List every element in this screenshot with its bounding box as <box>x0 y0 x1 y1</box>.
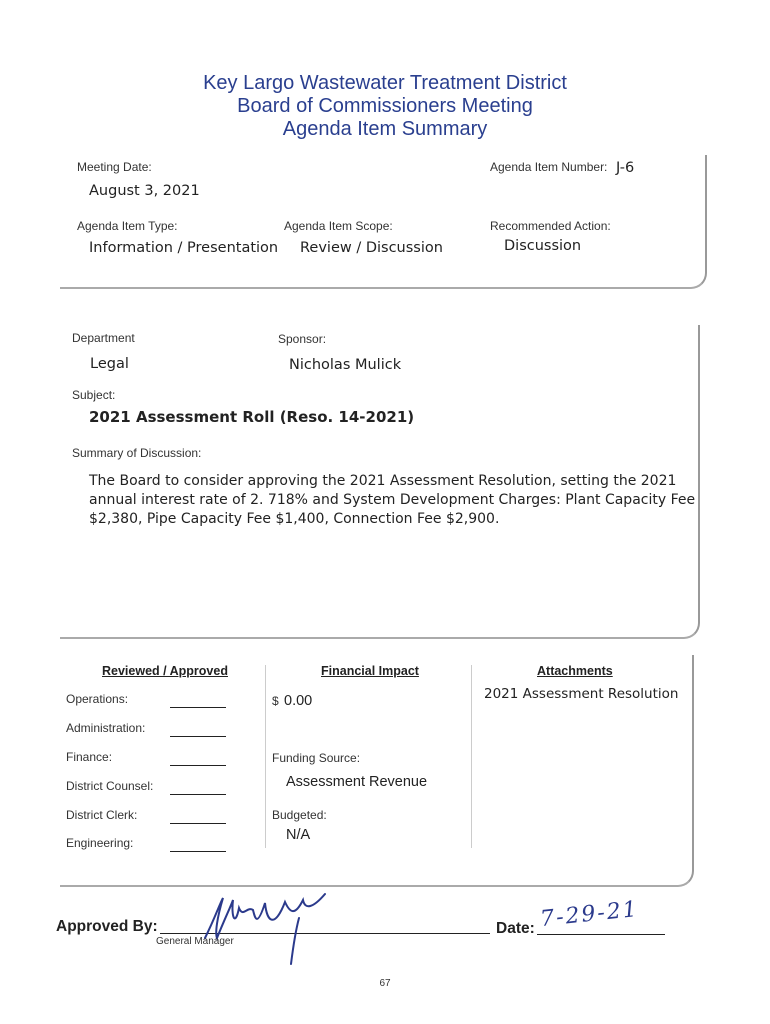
currency-symbol: $ <box>272 694 279 708</box>
review-row-finance: Finance: <box>66 750 113 764</box>
agenda-item-number-value: J-6 <box>616 160 635 176</box>
summary-line-1: The Board to consider approving the 2021 Assessment Resolution, setting the 2021 <box>89 473 677 489</box>
title-summary: Agenda Item Summary <box>282 118 488 140</box>
review-row-administration: Administration: <box>66 721 146 735</box>
column-divider-1 <box>265 665 266 848</box>
review-row-operations: Operations: <box>66 692 129 706</box>
general-manager-signature <box>195 888 345 966</box>
signed-date: 7-29-21 <box>538 896 640 933</box>
subject-value: 2021 Assessment Roll (Reso. 14-2021) <box>89 408 415 426</box>
title-district: Key Largo Wastewater Treatment District <box>203 72 567 94</box>
engineering-signature-line <box>170 851 226 852</box>
summary-line-3: $2,380, Pipe Capacity Fee $1,400, Connection Fee $2,900. <box>89 511 500 527</box>
sponsor-label: Sponsor: <box>278 332 327 346</box>
financial-impact-header: Financial Impact <box>321 664 419 678</box>
date-line <box>537 934 665 935</box>
funding-source-value: Assessment Revenue <box>286 774 428 790</box>
meeting-date-label: Meeting Date: <box>77 160 152 174</box>
agenda-item-scope-label: Agenda Item Scope: <box>284 219 393 233</box>
agenda-item-type-value: Information / Presentation <box>89 240 279 256</box>
review-row-engineering: Engineering: <box>66 836 134 850</box>
department-value: Legal <box>90 356 129 372</box>
approved-by-label: Approved By: <box>56 918 158 935</box>
recommended-action-value: Discussion <box>504 238 582 254</box>
column-divider-2 <box>471 665 472 848</box>
financial-amount: 0.00 <box>284 693 313 709</box>
attachment-item: 2021 Assessment Resolution <box>484 686 679 702</box>
budgeted-label: Budgeted: <box>272 808 327 822</box>
title-meeting: Board of Commissioners Meeting <box>237 95 533 117</box>
administration-signature-line <box>170 736 226 737</box>
summary-label: Summary of Discussion: <box>72 446 202 460</box>
attachments-header: Attachments <box>537 664 613 678</box>
district-counsel-signature-line <box>170 794 226 795</box>
review-row-district-clerk: District Clerk: <box>66 808 138 822</box>
budgeted-value: N/A <box>286 827 311 843</box>
sponsor-value: Nicholas Mulick <box>289 357 402 373</box>
general-manager-caption: General Manager <box>156 936 234 947</box>
reviewed-approved-header: Reviewed / Approved <box>102 664 228 678</box>
operations-signature-line <box>170 707 226 708</box>
funding-source-label: Funding Source: <box>272 751 361 765</box>
agenda-item-scope-value: Review / Discussion <box>300 240 443 256</box>
page-number: 67 <box>379 978 391 989</box>
department-label: Department <box>72 331 135 345</box>
date-label: Date: <box>496 920 535 937</box>
district-clerk-signature-line <box>170 823 226 824</box>
agenda-item-type-label: Agenda Item Type: <box>77 219 178 233</box>
agenda-item-number-label: Agenda Item Number: <box>490 160 608 174</box>
finance-signature-line <box>170 765 226 766</box>
summary-line-2: annual interest rate of 2. 718% and System Development Charges: Plant Capacity Fee <box>89 492 696 508</box>
recommended-action-label: Recommended Action: <box>490 219 611 233</box>
subject-label: Subject: <box>72 388 116 402</box>
review-row-district-counsel: District Counsel: <box>66 779 154 793</box>
meeting-date-value: August 3, 2021 <box>89 183 200 199</box>
